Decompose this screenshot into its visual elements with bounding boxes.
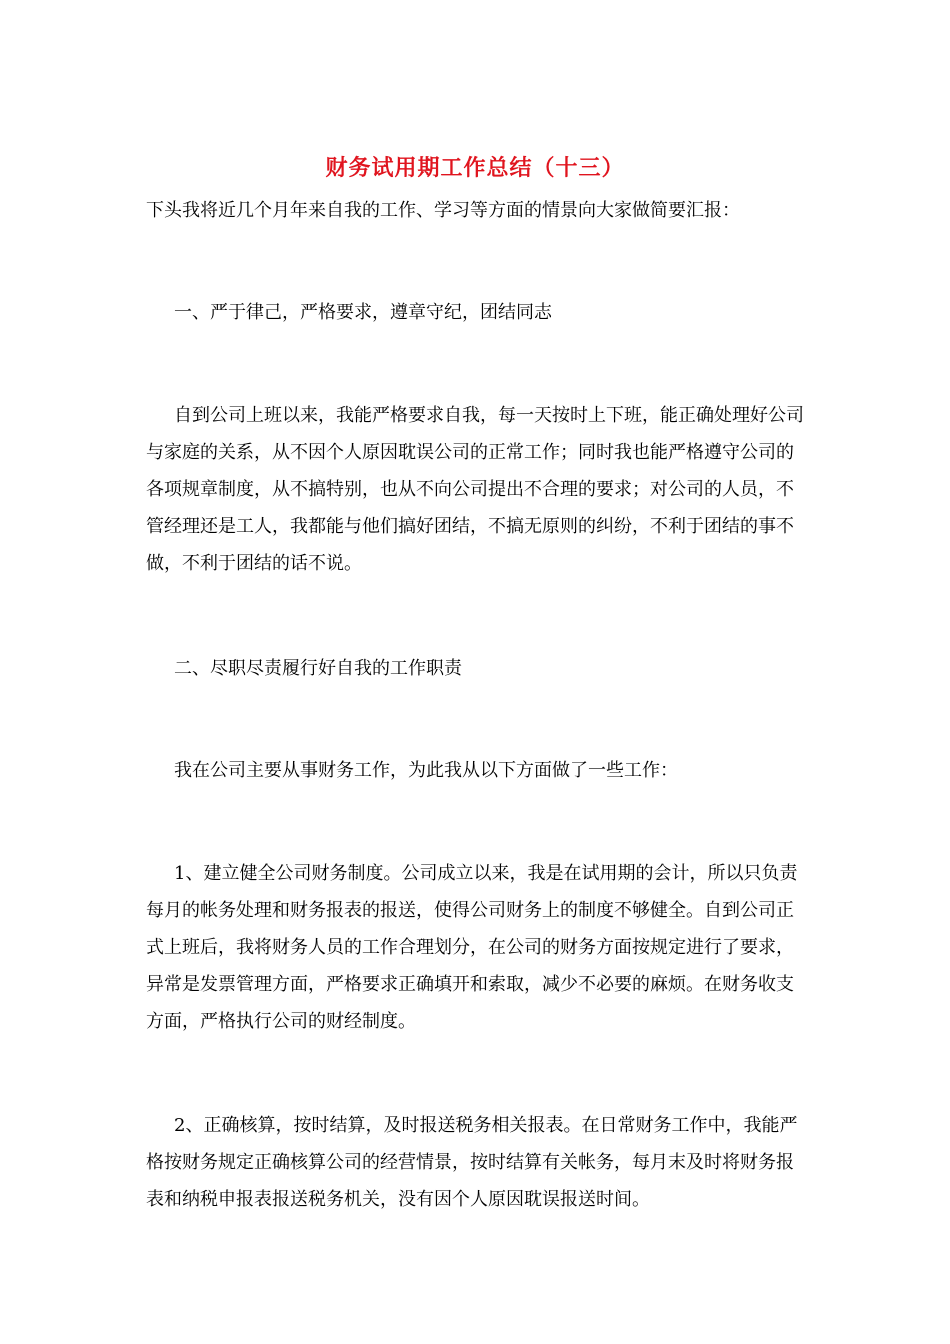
- item1-paragraph: 1、建立健全公司财务制度。公司成立以来，我是在试用期的会计，所以只负责每月的帐务处理和财务报表的报送，使得公司财务上的制度不够健全。自到公司正式上班后，我将财务人员的工作合理划分，在公司的财务方面按规定进行了要求，异常是发票管理方面，严格要求正确填开和索取，减少不必要的麻烦。在财务收支方面，严格执行公司的财经制度。: [146, 863, 798, 1032]
- section1-heading: 一、严于律己，严格要求，遵章守纪，团结同志: [174, 302, 552, 323]
- section1-body: 自到公司上班以来，我能严格要求自我，每一天按时上下班，能正确处理好公司与家庭的关系，从不因个人原因耽误公司的正常工作；同时我也能严格遵守公司的各项规章制度，从不搞特别，也从不向公司提出不合理的要求；对公司的人员，不管经理还是工人，我都能与他们搞好团结，不搞无原则的纠纷，不利于团结的事不做，不利于团结的话不说。: [146, 405, 804, 574]
- section2-intro: 我在公司主要从事财务工作，为此我从以下方面做了一些工作：: [174, 760, 678, 781]
- intro-paragraph: 下头我将近几个月年来自我的工作、学习等方面的情景向大家做简要汇报：: [146, 200, 740, 221]
- document-title: 财务试用期工作总结（十三）: [325, 155, 625, 181]
- section2-heading: 二、尽职尽责履行好自我的工作职责: [174, 658, 462, 679]
- item2-paragraph: 2、正确核算，按时结算，及时报送税务相关报表。在日常财务工作中，我能严格按财务规定正确核算公司的经营情景，按时结算有关帐务，每月末及时将财务报表和纳税申报表报送税务机关，没有因个人原因耽误报送时间。: [146, 1115, 798, 1210]
